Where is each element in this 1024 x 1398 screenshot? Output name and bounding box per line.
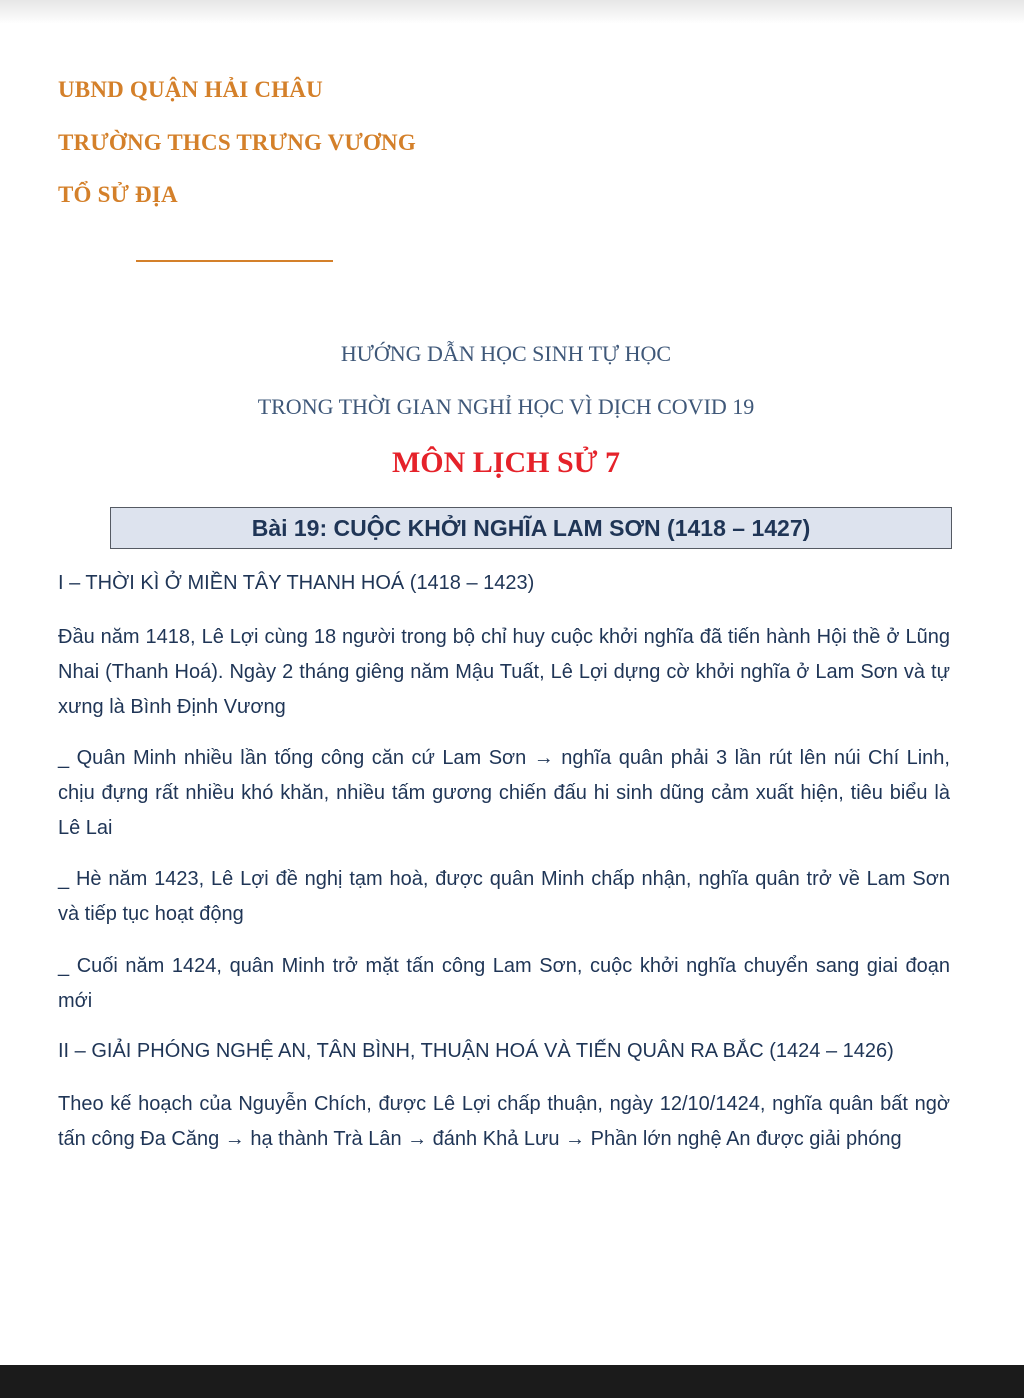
org-district: UBND QUẬN HẢI CHÂU <box>58 77 323 102</box>
section-heading-2: II – GIẢI PHÓNG NGHỆ AN, TÂN BÌNH, THUẬN HOÁ VÀ TIẾN QUÂN RA BẮC (1424 – 1426) <box>58 1040 894 1062</box>
guide-title-line2: TRONG THỜI GIAN NGHỈ HỌC VÌ DỊCH COVID 19 <box>257 394 755 419</box>
paragraph: Đầu năm 1418, Lê Lợi cùng 18 người trong bộ chỉ huy cuộc khởi nghĩa đã tiến hành Hội thề ở Lũng Nhai (Thanh Hoá). Ngày 2 tháng giêng năm Mậu Tuất, Lê Lợi dựng cờ khởi nghĩa ở Lam Sơn và tự xưng là Bình Định Vương <box>58 626 950 718</box>
lesson-title: Bài 19: CUỘC KHỞI NGHĨA LAM SƠN (1418 – 1427) <box>251 514 811 541</box>
bottom-navigation-bar <box>0 1365 1024 1398</box>
subject-title: MÔN LỊCH SỬ 7 <box>391 446 621 479</box>
org-department: TỔ SỬ ĐỊA <box>58 182 178 207</box>
org-school: TRƯỜNG THCS TRƯNG VƯƠNG <box>58 130 416 155</box>
paragraph: Theo kế hoạch của Nguyễn Chích, được Lê Lợi chấp thuận, ngày 12/10/1424, nghĩa quân bất ngờ tấn công Đa Căng → hạ thành Trà Lân → đánh Khả Lưu → Phần lớn nghệ An được giải phóng <box>58 1093 950 1150</box>
section-heading-1: I – THỜI KÌ Ở MIỀN TÂY THANH HOÁ (1418 – 1423) <box>58 572 535 594</box>
paragraph: _ Quân Minh nhiều lần tống công căn cứ Lam Sơn → nghĩa quân phải 3 lần rút lên núi Chí Linh, chịu đựng rất nhiều khó khăn, nhiều tấm gương chiến đấu hi sinh dũng cảm xuất hiện, tiêu biểu là Lê Lai <box>58 747 950 839</box>
guide-title-line1: HƯỚNG DẪN HỌC SINH TỰ HỌC <box>340 341 672 366</box>
paragraph: _ Cuối năm 1424, quân Minh trở mặt tấn công Lam Sơn, cuộc khởi nghĩa chuyển sang giai đoạn mới <box>58 955 950 1012</box>
header-divider <box>136 260 333 262</box>
paragraph: _ Hè năm 1423, Lê Lợi đề nghị tạm hoà, được quân Minh chấp nhận, nghĩa quân trở về Lam Sơn và tiếp tục hoạt động <box>58 868 950 925</box>
lesson-title-box <box>110 507 952 549</box>
top-shadow <box>0 0 1024 24</box>
